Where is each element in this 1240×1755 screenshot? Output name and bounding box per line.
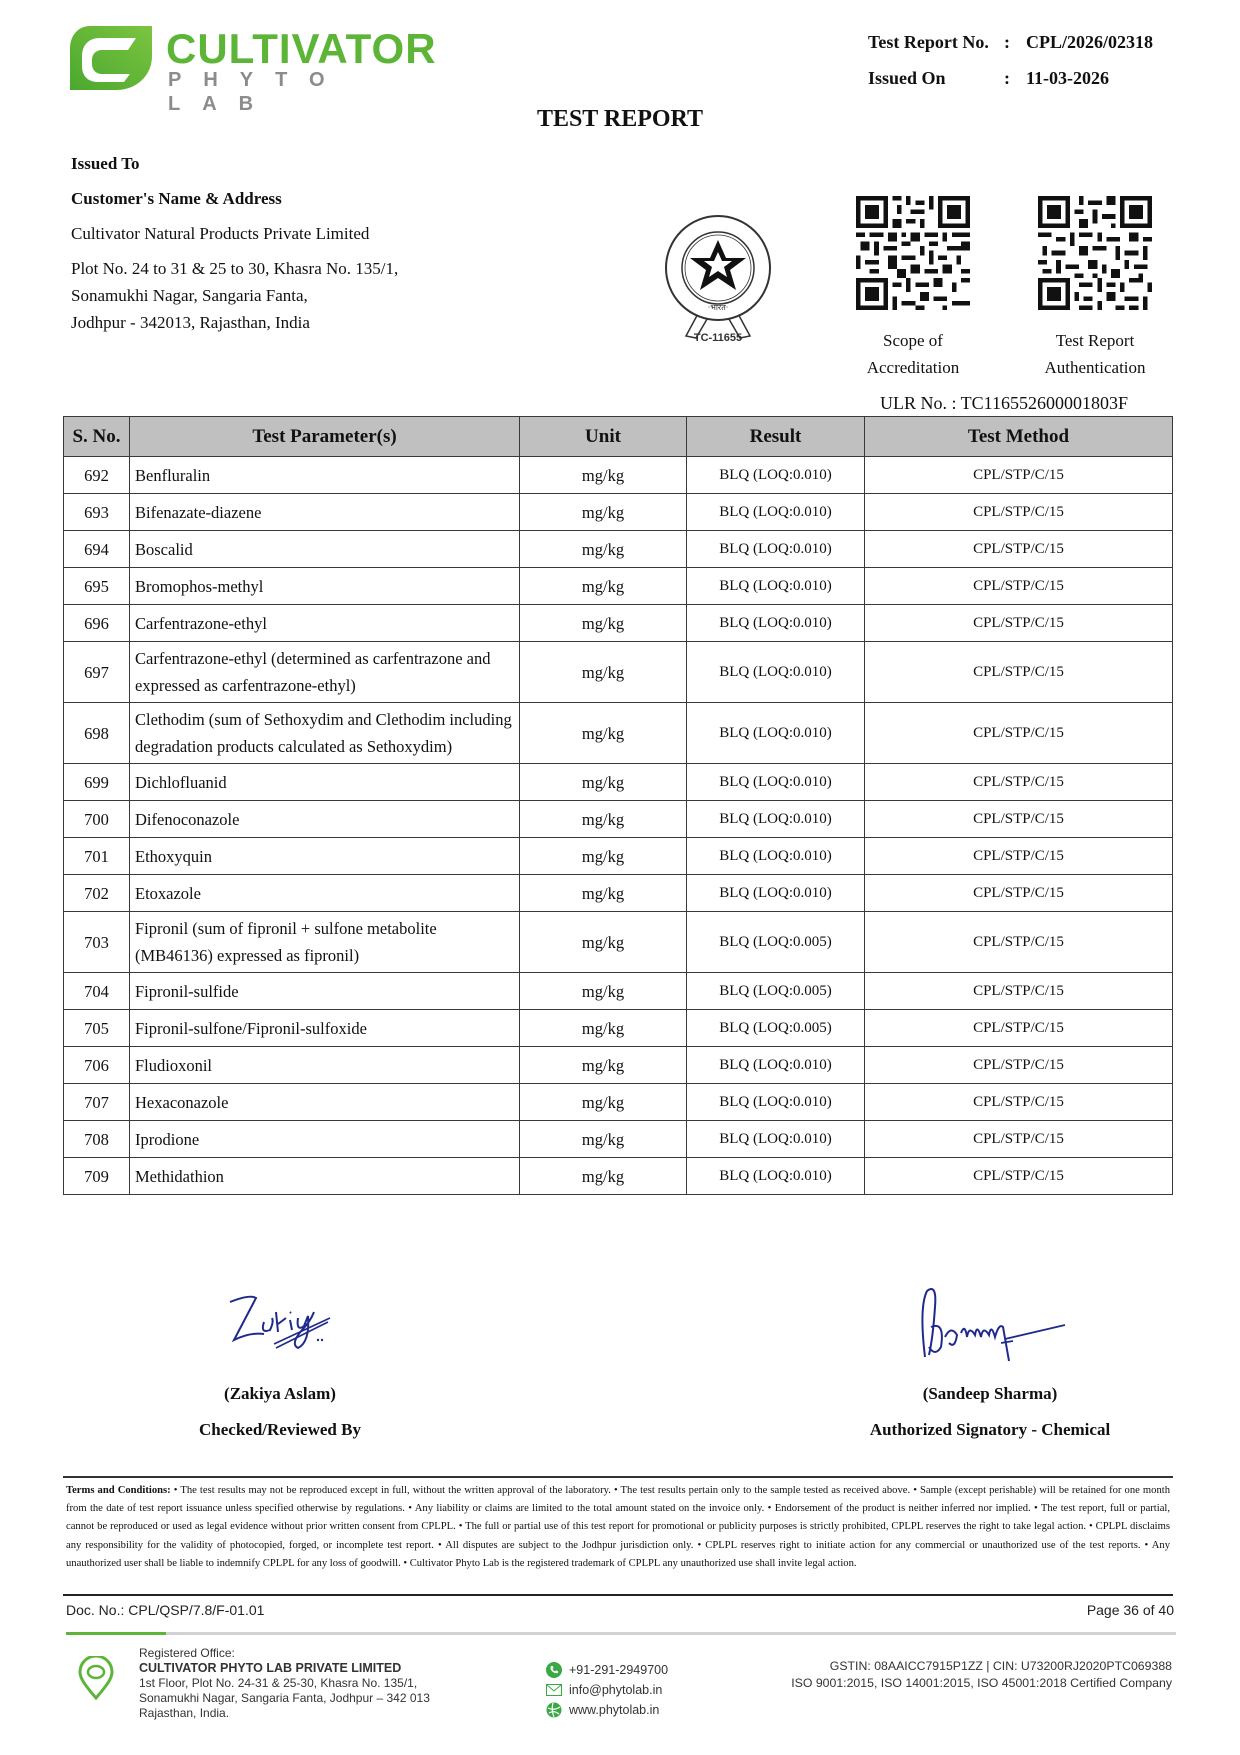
- table-row: [64, 703, 1173, 764]
- row-method: CPL/STP/C/15: [865, 973, 1173, 1010]
- row-sno: 694: [64, 531, 130, 568]
- table-row: [64, 494, 1173, 531]
- report-number: CPL/2026/02318: [1026, 31, 1154, 52]
- office-address-line: Rajasthan, India.: [139, 1706, 230, 1720]
- leaf-c-logo-icon: [70, 26, 152, 90]
- table-row: [64, 912, 1173, 973]
- customer-address-line: Jodhpur - 342013, Rajasthan, India: [71, 313, 310, 332]
- row-sno: 699: [64, 764, 130, 801]
- row-sno: 705: [64, 1010, 130, 1047]
- row-method: CPL/STP/C/15: [865, 912, 1173, 973]
- row-parameter: Etoxazole: [130, 875, 520, 912]
- table-row: [64, 764, 1173, 801]
- report-meta: [868, 24, 1153, 96]
- gstin-cin: GSTIN: 08AAICC7915P1ZZ | CIN: U73200RJ2020PTC069388: [829, 1659, 1172, 1673]
- row-parameter: Fipronil-sulfone/Fipronil-sulfoxide: [130, 1010, 520, 1047]
- table-row: [64, 642, 1173, 703]
- table-row: [64, 1121, 1173, 1158]
- row-unit: mg/kg: [520, 1047, 687, 1084]
- reviewer-role: Checked/Reviewed By: [199, 1420, 361, 1439]
- row-parameter: Bifenazate-diazene: [130, 494, 520, 531]
- row-result: BLQ (LOQ:0.010): [687, 801, 865, 838]
- row-sno: 702: [64, 875, 130, 912]
- contact-phone[interactable]: +91-291-2949700: [546, 1660, 668, 1680]
- customer-name: Cultivator Natural Products Private Limited: [71, 224, 370, 243]
- row-unit: mg/kg: [520, 1121, 687, 1158]
- row-parameter: Ethoxyquin: [130, 838, 520, 875]
- table-row: [64, 838, 1173, 875]
- row-parameter: Carfentrazone-ethyl (determined as carfentrazone and expressed as carfentrazone-ethyl): [130, 642, 520, 703]
- table-row: [64, 801, 1173, 838]
- table-row: [64, 531, 1173, 568]
- terms-label: Terms and Conditions:: [66, 1485, 171, 1496]
- signatory-name: (Sandeep Sharma): [922, 1384, 1058, 1403]
- row-unit: mg/kg: [520, 912, 687, 973]
- row-sno: 698: [64, 703, 130, 764]
- row-unit: mg/kg: [520, 568, 687, 605]
- terms-text: • The test results may not be reproduced except in full, without the written approval of the laboratory. • The test results pertain only to the sample tested as received above. • Sample (except perishable) will be retained for one month from the date of test report issuance unless specified otherwise by regulations. • Any liability or claims are limited to the total amount stated on the invoice only. • Endorsement of the product is neither inferred nor implied. • The test report, full or partial, cannot be reproduced or used as legal evidence without prior written consent from CPLPL. • The full or partial use of this test report for promotional or publicity purposes is strictly prohibited, CPLPL reserves the right to take legal action. • CPLPL disclaims any responsibility for the validity of photocopied, forged, or incomplete test report. • All disputes are subject to the Jodhpur jurisdiction only. • CPLPL reserves right to initiate action for any commercial or unauthorized use of the test reports. • Any unauthorized user shall be liable to indemnify CPLPL for any loss of goodwill. • Cultivator Phyto Lab is the registered trademark of CPLPL any unauthorized use shall invite legal action.: [66, 1485, 1170, 1569]
- row-result: BLQ (LOQ:0.010): [687, 642, 865, 703]
- iso-certifications: ISO 9001:2015, ISO 14001:2015, ISO 45001:2018 Certified Company: [791, 1676, 1172, 1690]
- row-sno: 692: [64, 457, 130, 494]
- signatory-role: Authorized Signatory - Chemical: [869, 1420, 1111, 1439]
- row-result: BLQ (LOQ:0.010): [687, 1121, 865, 1158]
- row-unit: mg/kg: [520, 764, 687, 801]
- qr-caption-scope: Scope of Accreditation: [866, 331, 960, 377]
- company-logo: [68, 24, 437, 115]
- row-parameter: Benfluralin: [130, 457, 520, 494]
- row-method: CPL/STP/C/15: [865, 494, 1173, 531]
- contact-website[interactable]: www.phytolab.in: [546, 1700, 668, 1720]
- report-number-row: Test Report No. : CPL/2026/02318: [868, 31, 1154, 52]
- contact-email[interactable]: info@phytolab.in: [546, 1680, 668, 1700]
- table-row: [64, 1047, 1173, 1084]
- table-row: [64, 875, 1173, 912]
- reviewer-name: (Zakiya Aslam): [224, 1384, 336, 1403]
- row-unit: mg/kg: [520, 801, 687, 838]
- office-address-line: Sonamukhi Nagar, Sangaria Fanta, Jodhpur – 342 013: [139, 1691, 430, 1705]
- row-result: BLQ (LOQ:0.010): [687, 875, 865, 912]
- report-number-label: Test Report No.: [868, 31, 989, 52]
- row-parameter: Fipronil (sum of fipronil + sulfone metabolite (MB46136) expressed as fipronil): [130, 912, 520, 973]
- row-method: CPL/STP/C/15: [865, 1010, 1173, 1047]
- email-icon: [546, 1684, 562, 1696]
- page-number: Page 36 of 40: [1086, 1602, 1174, 1618]
- row-parameter: Clethodim (sum of Sethoxydim and Clethodim including degradation products calculated as Sethoxydim): [130, 703, 520, 764]
- qr-code-authentication-icon[interactable]: [1038, 196, 1152, 310]
- row-sno: 701: [64, 838, 130, 875]
- contact-info: [546, 1660, 668, 1720]
- brand-name: CULTIVATOR: [166, 25, 437, 72]
- row-method: CPL/STP/C/15: [865, 568, 1173, 605]
- signature-sandeep-icon: [905, 1277, 1075, 1367]
- row-result: BLQ (LOQ:0.005): [687, 912, 865, 973]
- row-method: CPL/STP/C/15: [865, 457, 1173, 494]
- row-parameter: Fipronil-sulfide: [130, 973, 520, 1010]
- issued-on-date: 11-03-2026: [1026, 67, 1109, 88]
- row-unit: mg/kg: [520, 1158, 687, 1195]
- row-result: BLQ (LOQ:0.010): [687, 605, 865, 642]
- customer-address-line: Plot No. 24 to 31 & 25 to 30, Khasra No. 135/1,: [71, 259, 399, 278]
- signature-zakiya-icon: [220, 1282, 340, 1362]
- location-pin-icon: [76, 1656, 116, 1700]
- company-legal-name: CULTIVATOR PHYTO LAB PRIVATE LIMITED: [139, 1661, 402, 1675]
- row-parameter: Carfentrazone-ethyl: [130, 605, 520, 642]
- row-sno: 707: [64, 1084, 130, 1121]
- terms-divider: [63, 1476, 1173, 1478]
- row-unit: mg/kg: [520, 457, 687, 494]
- row-method: CPL/STP/C/15: [865, 605, 1173, 642]
- row-unit: mg/kg: [520, 875, 687, 912]
- office-label: Registered Office:: [139, 1646, 235, 1660]
- table-row: [64, 1010, 1173, 1047]
- phone-icon: [546, 1662, 562, 1678]
- row-method: CPL/STP/C/15: [865, 1084, 1173, 1121]
- row-method: CPL/STP/C/15: [865, 703, 1173, 764]
- row-unit: mg/kg: [520, 1010, 687, 1047]
- row-unit: mg/kg: [520, 703, 687, 764]
- row-unit: mg/kg: [520, 1084, 687, 1121]
- column-header-method: Test Method: [865, 417, 1173, 457]
- row-sno: 708: [64, 1121, 130, 1158]
- row-method: CPL/STP/C/15: [865, 875, 1173, 912]
- row-unit: mg/kg: [520, 605, 687, 642]
- office-address-line: 1st Floor, Plot No. 24-31 & 25-30, Khasra No. 135/1,: [139, 1676, 418, 1690]
- legal-info: [791, 1658, 1172, 1692]
- row-result: BLQ (LOQ:0.010): [687, 494, 865, 531]
- row-parameter: Hexaconazole: [130, 1084, 520, 1121]
- row-parameter: Boscalid: [130, 531, 520, 568]
- issued-to-heading: Issued To: [71, 154, 140, 173]
- row-result: BLQ (LOQ:0.010): [687, 703, 865, 764]
- brand-subtitle: PHYTO LAB: [168, 69, 347, 115]
- row-sno: 703: [64, 912, 130, 973]
- row-result: BLQ (LOQ:0.010): [687, 568, 865, 605]
- row-sno: 695: [64, 568, 130, 605]
- qr-caption-authentication: Test Report Authentication: [1044, 331, 1146, 377]
- terms-and-conditions: [66, 1482, 1170, 1573]
- row-method: CPL/STP/C/15: [865, 1121, 1173, 1158]
- row-sno: 704: [64, 973, 130, 1010]
- customer-address-line: Sonamukhi Nagar, Sangaria Fanta,: [71, 286, 308, 305]
- row-unit: mg/kg: [520, 494, 687, 531]
- row-result: BLQ (LOQ:0.010): [687, 764, 865, 801]
- row-sno: 697: [64, 642, 130, 703]
- page-title: TEST REPORT: [536, 106, 704, 132]
- accreditation-seal-icon: [656, 210, 780, 350]
- ulr-number: [880, 393, 1128, 414]
- table-row: [64, 1158, 1173, 1195]
- doc-divider: [63, 1594, 1173, 1596]
- row-method: CPL/STP/C/15: [865, 801, 1173, 838]
- row-method: CPL/STP/C/15: [865, 642, 1173, 703]
- footer-accent-bar: [66, 1632, 1176, 1635]
- row-method: CPL/STP/C/15: [865, 1047, 1173, 1084]
- row-unit: mg/kg: [520, 642, 687, 703]
- qr-code-scope-icon[interactable]: [856, 196, 970, 310]
- ulr-value: : TC116552600001803F: [951, 393, 1129, 413]
- row-parameter: Bromophos-methyl: [130, 568, 520, 605]
- svg-text:·भारत·: ·भारत·: [707, 303, 729, 312]
- row-result: BLQ (LOQ:0.010): [687, 531, 865, 568]
- row-sno: 700: [64, 801, 130, 838]
- row-sno: 696: [64, 605, 130, 642]
- row-method: CPL/STP/C/15: [865, 531, 1173, 568]
- table-row: [64, 1084, 1173, 1121]
- row-unit: mg/kg: [520, 531, 687, 568]
- table-row: [64, 568, 1173, 605]
- row-method: CPL/STP/C/15: [865, 838, 1173, 875]
- table-row: [64, 605, 1173, 642]
- issued-on-label: Issued On: [868, 67, 946, 88]
- row-parameter: Iprodione: [130, 1121, 520, 1158]
- row-sno: 706: [64, 1047, 130, 1084]
- registered-office: [139, 1646, 430, 1721]
- table-header-row: [64, 417, 1173, 457]
- row-parameter: Difenoconazole: [130, 801, 520, 838]
- document-number: Doc. No.: CPL/QSP/7.8/F-01.01: [66, 1602, 265, 1618]
- results-table: [63, 416, 1173, 1195]
- accreditation-code: TC-11655: [693, 332, 743, 344]
- row-unit: mg/kg: [520, 973, 687, 1010]
- ulr-label: ULR No.: [880, 393, 947, 413]
- row-result: BLQ (LOQ:0.010): [687, 838, 865, 875]
- issued-to-block: [71, 150, 398, 336]
- column-header-result: Result: [687, 417, 865, 457]
- row-result: BLQ (LOQ:0.005): [687, 973, 865, 1010]
- row-result: BLQ (LOQ:0.010): [687, 1047, 865, 1084]
- column-header-sno: S. No.: [64, 417, 130, 457]
- row-method: CPL/STP/C/15: [865, 764, 1173, 801]
- signature-block-reviewer: [150, 1272, 410, 1448]
- row-parameter: Dichlofluanid: [130, 764, 520, 801]
- customer-heading: Customer's Name & Address: [71, 189, 282, 208]
- signature-block-signatory: [840, 1272, 1140, 1448]
- row-parameter: Methidathion: [130, 1158, 520, 1195]
- row-result: BLQ (LOQ:0.010): [687, 457, 865, 494]
- row-sno: 693: [64, 494, 130, 531]
- row-result: BLQ (LOQ:0.010): [687, 1084, 865, 1121]
- column-header-unit: Unit: [520, 417, 687, 457]
- table-row: [64, 457, 1173, 494]
- row-result: BLQ (LOQ:0.010): [687, 1158, 865, 1195]
- row-unit: mg/kg: [520, 838, 687, 875]
- row-parameter: Fludioxonil: [130, 1047, 520, 1084]
- row-sno: 709: [64, 1158, 130, 1195]
- globe-icon: [546, 1702, 562, 1718]
- issued-on-row: Issued On : 11-03-2026: [868, 67, 1109, 88]
- row-method: CPL/STP/C/15: [865, 1158, 1173, 1195]
- row-result: BLQ (LOQ:0.005): [687, 1010, 865, 1047]
- column-header-parameter: Test Parameter(s): [130, 417, 520, 457]
- table-row: [64, 973, 1173, 1010]
